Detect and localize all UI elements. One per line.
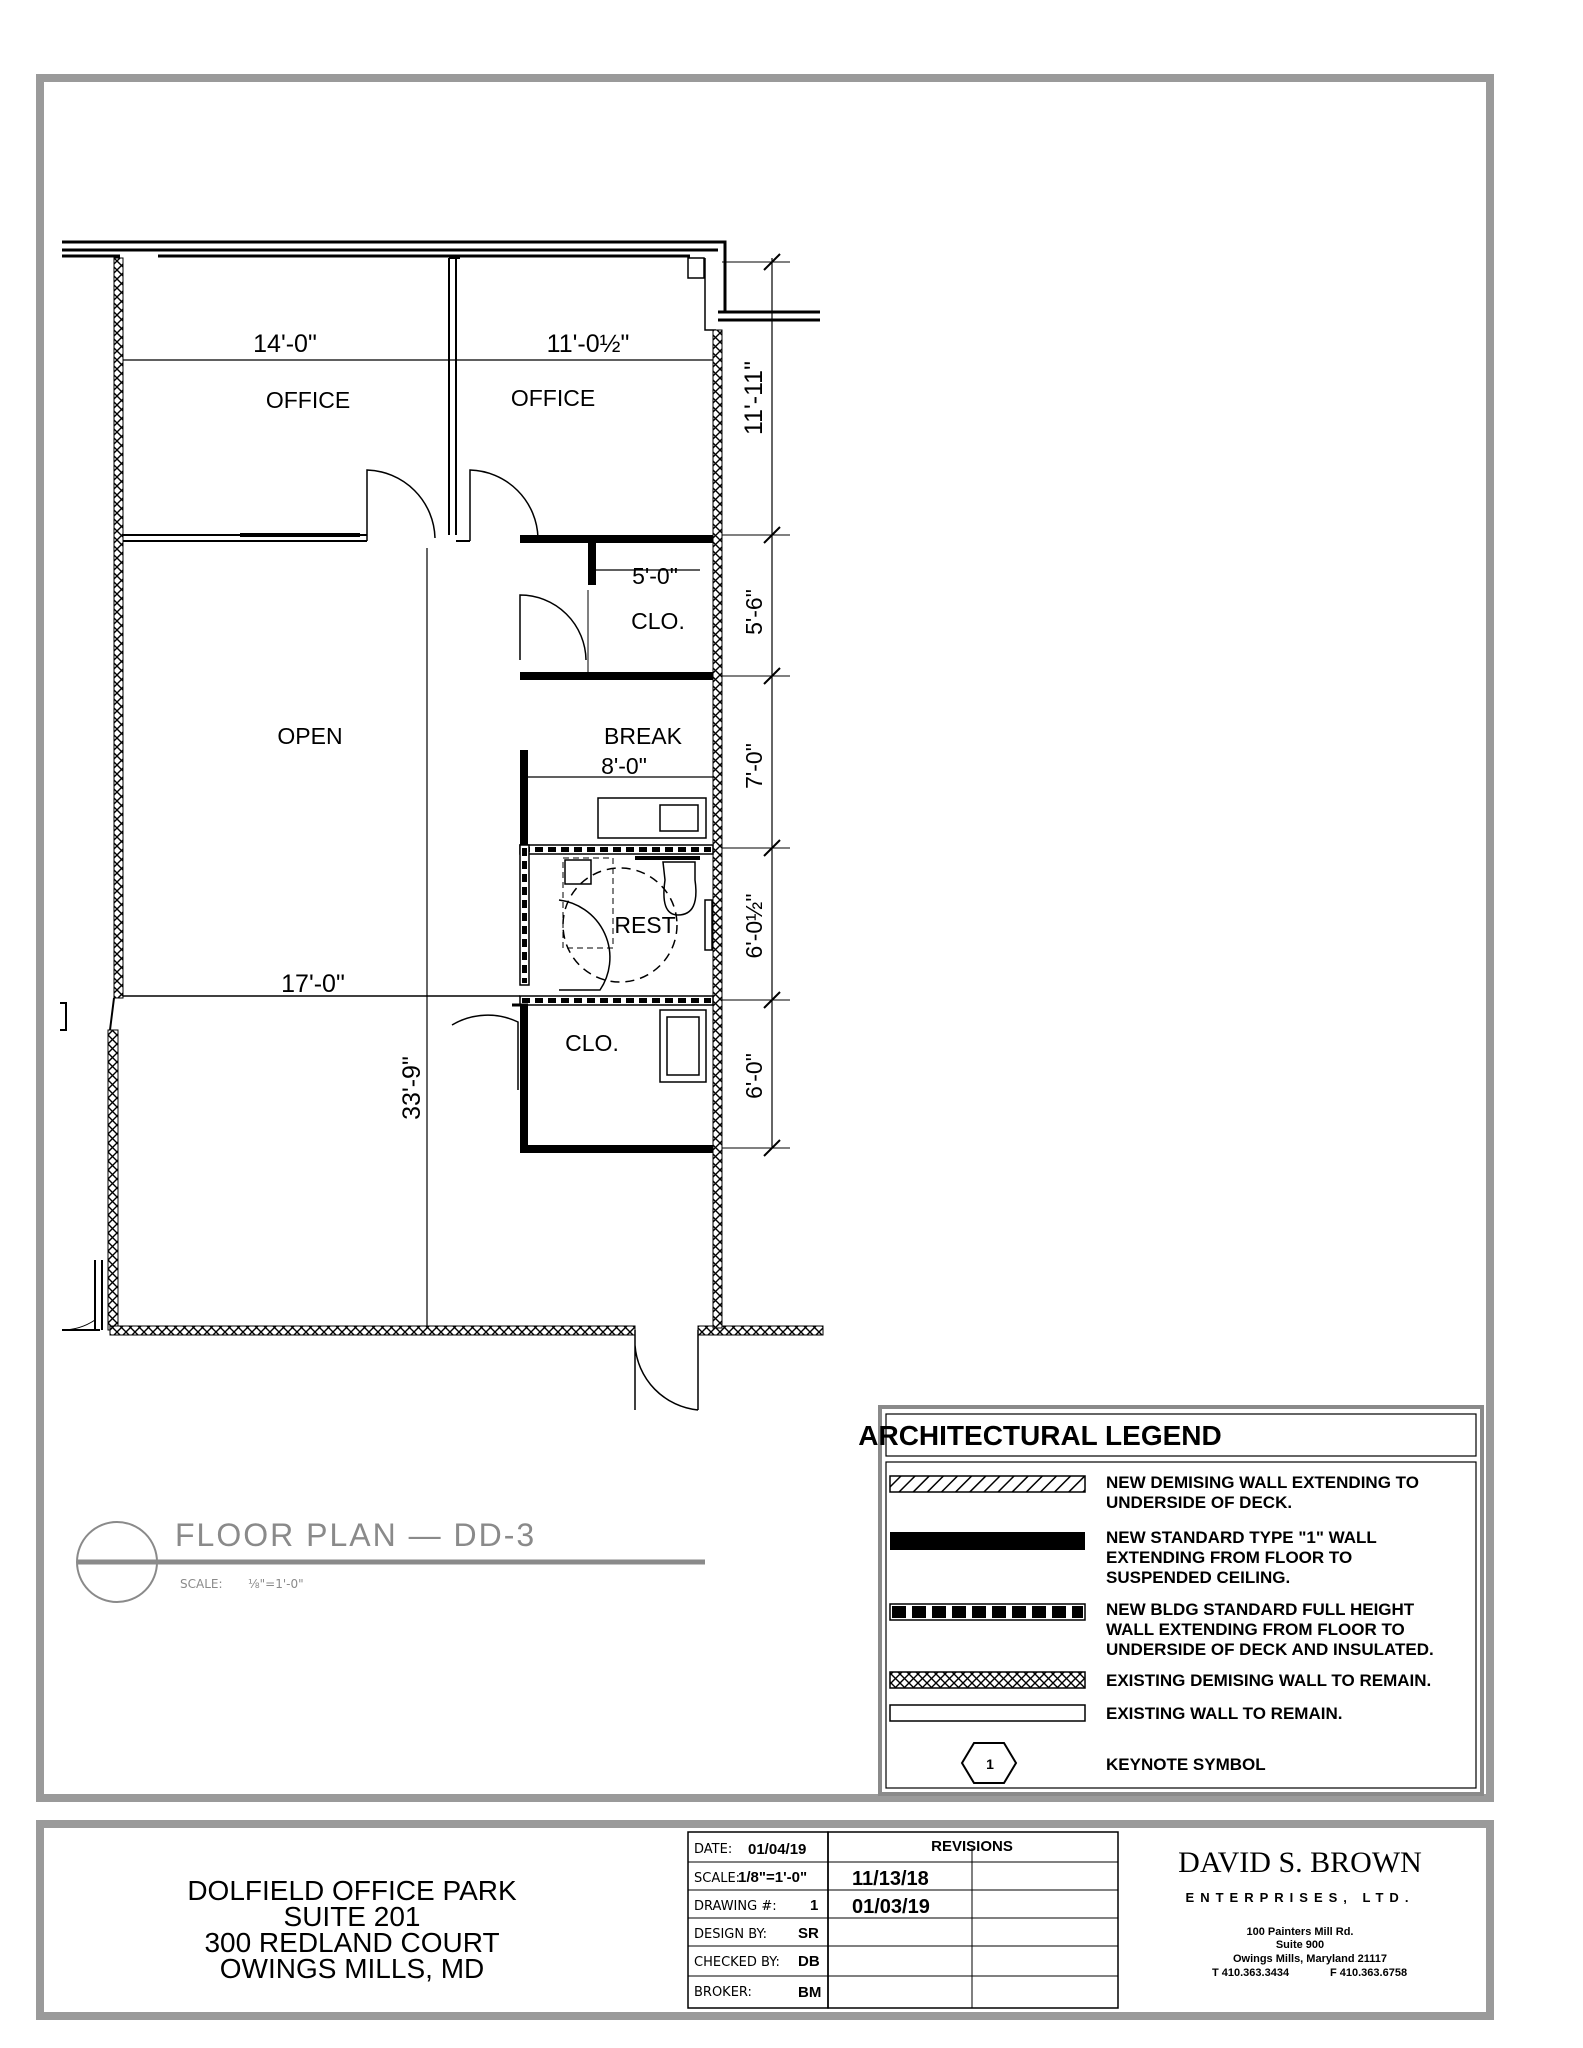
project-line-4: OWINGS MILLS, MD <box>219 1953 485 1984</box>
legend-item-6-line-1: KEYNOTE SYMBOL <box>1106 1755 1266 1774</box>
address-line-1: 100 Painters Mill Rd. <box>1246 1926 1354 1938</box>
floor-plan-title: FLOOR PLAN — DD-3 <box>175 1517 537 1553</box>
design-value: SR <box>798 1925 819 1942</box>
room-label-break: BREAK <box>604 723 682 749</box>
address-line-3: Owings Mills, Maryland 21117 <box>1232 1953 1388 1965</box>
legend-swatch-solid <box>890 1532 1085 1550</box>
title-block <box>688 1832 1118 2008</box>
broker-value: BM <box>798 1984 822 2001</box>
checked-label: CHECKED BY: <box>694 1955 780 1970</box>
legend-item-3-line-2: WALL EXTENDING FROM FLOOR TO <box>1106 1620 1405 1639</box>
drawing-value: 1 <box>810 1897 819 1914</box>
company-address <box>1233 1926 1387 1965</box>
address-line-2: Suite 900 <box>1275 1939 1325 1951</box>
keynote-symbol-number: 1 <box>986 1756 994 1772</box>
company-subtitle: ENTERPRISES, LTD. <box>1185 1890 1415 1905</box>
floor-plan-scale-value: ⅛"=1'-0" <box>248 1577 304 1591</box>
drawing-label: DRAWING #: <box>694 1899 777 1914</box>
floor-plan <box>60 242 823 1410</box>
project-line-3: 300 REDLAND COURT <box>204 1927 500 1958</box>
room-label-office-2: OFFICE <box>510 385 596 411</box>
dim-office-2-width: 11'-0½" <box>546 330 630 358</box>
legend-item-1-line-2: UNDERSIDE OF DECK. <box>1106 1493 1293 1512</box>
project-line-1: DOLFIELD OFFICE PARK <box>187 1875 517 1906</box>
company-phone: T 410.363.3434 <box>1212 1967 1290 1979</box>
date-label: DATE: <box>694 1842 733 1857</box>
project-line-2: SUITE 201 <box>283 1901 421 1932</box>
legend-item-5-line-1: EXISTING WALL TO REMAIN. <box>1106 1704 1343 1723</box>
dim-overall-depth: 33'-9" <box>398 1056 426 1120</box>
dim-office-1-width: 14'-0" <box>253 330 317 358</box>
dim-rest-depth: 6'-0½" <box>741 893 767 959</box>
legend-title: ARCHITECTURAL LEGEND <box>858 1420 1222 1451</box>
dim-office-depth: 11'-11" <box>740 361 768 435</box>
design-label: DESIGN BY: <box>694 1927 768 1942</box>
company-fax: F 410.363.6758 <box>1330 1967 1408 1979</box>
scale-label: SCALE: <box>694 1871 741 1886</box>
date-value: 01/04/19 <box>748 1841 807 1858</box>
revisions-header: REVISIONS <box>931 1838 1013 1855</box>
dim-break-width: 8'-0" <box>601 753 647 779</box>
dim-closet-width: 5'-0" <box>632 563 678 589</box>
room-label-closet-2: CLO. <box>565 1030 619 1056</box>
dim-break-depth: 7'-0" <box>741 743 767 789</box>
company-logo <box>1178 1846 1422 1905</box>
scale-value: 1/8"=1'-0" <box>738 1869 808 1886</box>
revision-1: 11/13/18 <box>852 1868 929 1890</box>
legend-swatch-crosshatch <box>890 1672 1085 1688</box>
room-label-closet-1: CLO. <box>631 608 685 634</box>
legend-item-1-line-1: NEW DEMISING WALL EXTENDING TO <box>1106 1473 1419 1492</box>
room-label-office-1: OFFICE <box>265 387 351 413</box>
dim-closet2-depth: 6'-0" <box>741 1053 767 1099</box>
legend-swatch-outline <box>890 1705 1085 1721</box>
room-label-open: OPEN <box>277 723 343 749</box>
legend-item-2-line-1: NEW STANDARD TYPE "1" WALL <box>1106 1528 1377 1547</box>
legend-item-3-line-1: NEW BLDG STANDARD FULL HEIGHT <box>1106 1600 1415 1619</box>
broker-label: BROKER: <box>694 1985 752 2000</box>
room-label-rest: REST <box>614 912 676 938</box>
floor-plan-scale-label: SCALE: <box>180 1577 223 1591</box>
legend-item-2-line-2: EXTENDING FROM FLOOR TO <box>1106 1548 1353 1567</box>
legend-item-2-line-3: SUSPENDED CEILING. <box>1106 1568 1291 1587</box>
project-info <box>187 1875 517 1984</box>
dim-closet-depth: 5'-6" <box>741 589 767 635</box>
revision-2: 01/03/19 <box>852 1896 930 1918</box>
legend-item-4-line-1: EXISTING DEMISING WALL TO REMAIN. <box>1106 1671 1432 1690</box>
legend-item-3-line-3: UNDERSIDE OF DECK AND INSULATED. <box>1106 1640 1434 1659</box>
company-name: DAVID S. BROWN <box>1178 1846 1422 1879</box>
legend-descriptions <box>1106 1473 1434 1774</box>
checked-value: DB <box>798 1953 820 1970</box>
legend-swatch-diagonal <box>890 1476 1085 1492</box>
dim-open-width: 17'-0" <box>281 970 345 998</box>
